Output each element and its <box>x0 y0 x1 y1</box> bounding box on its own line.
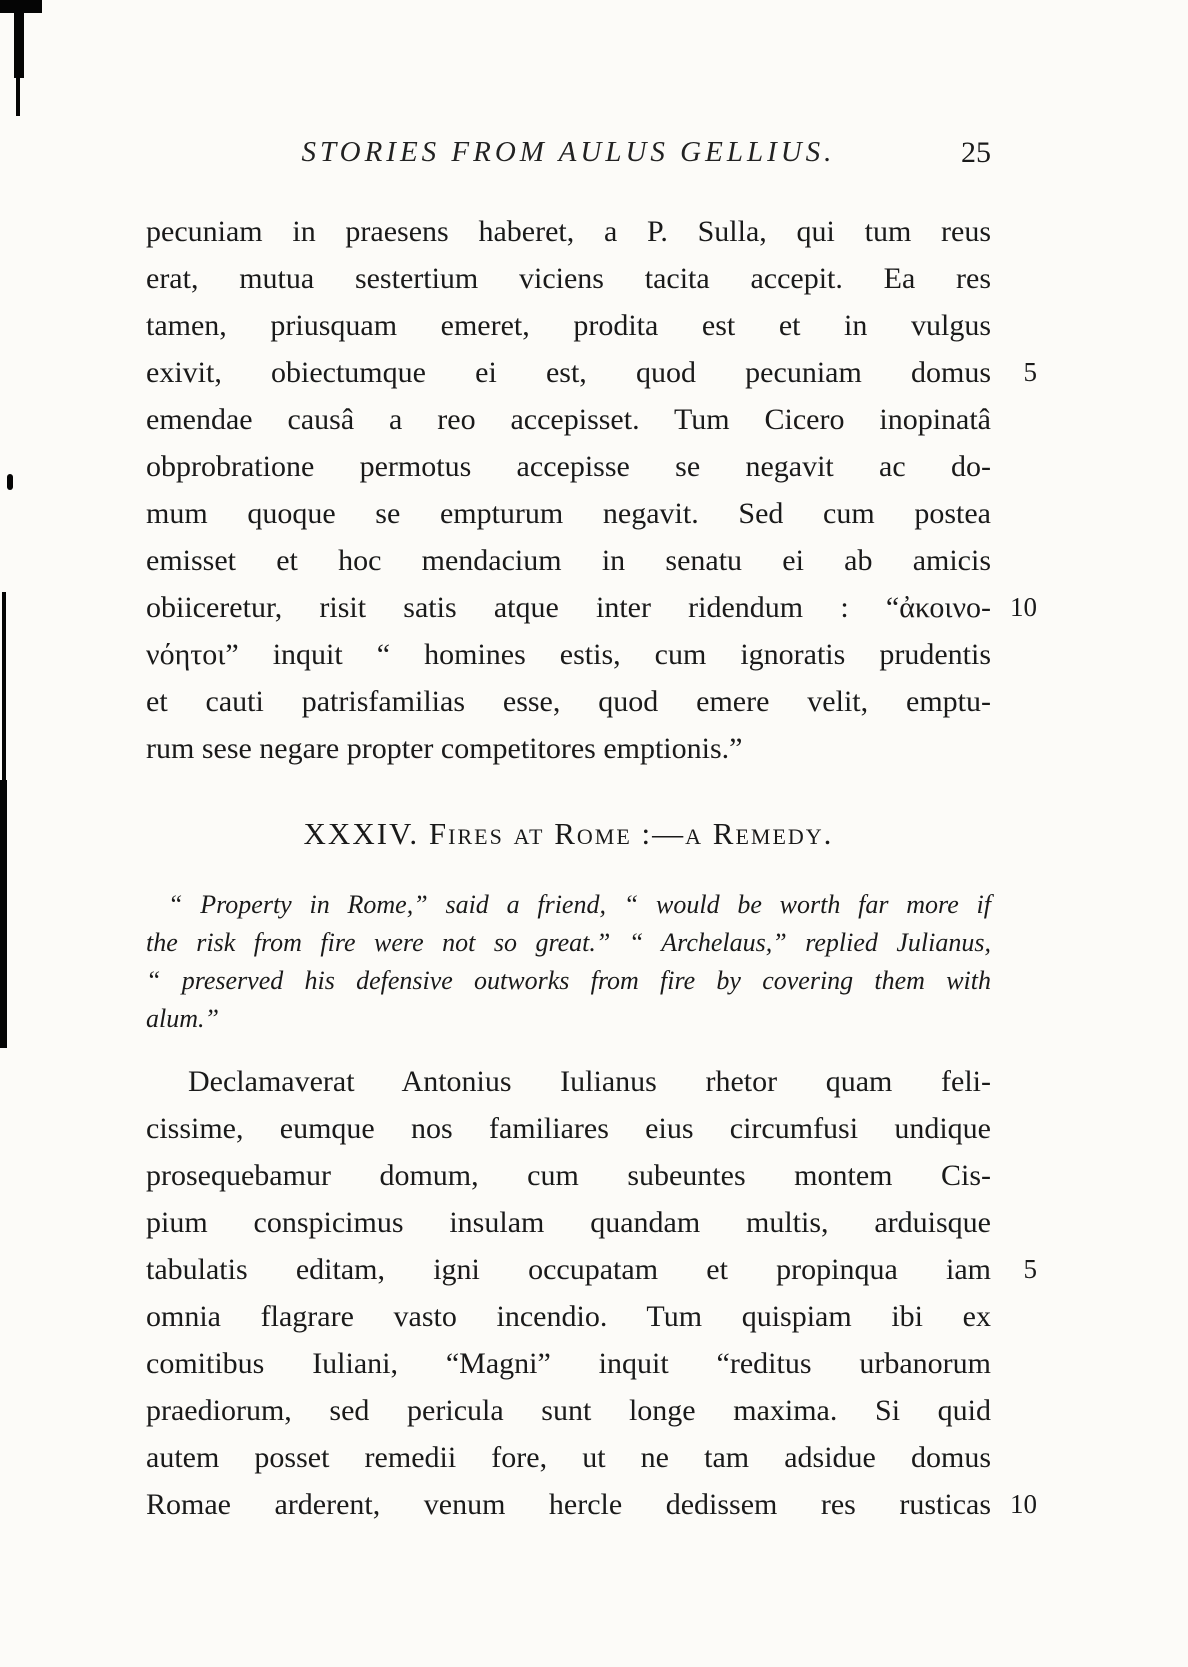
margin-line-number: 10 <box>1010 1489 1037 1519</box>
line-text: tabulatis editam, igni occupatam et propinqua iam <box>146 1253 991 1286</box>
text-line <box>146 678 991 725</box>
text-line <box>146 255 991 302</box>
scan-artifact-top-stem <box>14 0 24 78</box>
line-text: pium conspicimus insulam quandam multis, arduisque <box>146 1206 991 1239</box>
line-text: obiiceretur, risit satis atque inter ridendum : “ἀκοινο- <box>146 591 991 624</box>
intro-line <box>146 886 991 924</box>
line-text: praediorum, sed pericula sunt longe maxima. Si quid <box>146 1394 991 1427</box>
line-text: alum.” <box>146 1004 219 1033</box>
line-text: cissime, eumque nos familiares eius circumfusi undique <box>146 1112 991 1145</box>
line-text: the risk from fire were not so great.” “ Archelaus,” replied Julianus, <box>146 928 991 957</box>
text-line <box>146 1105 991 1152</box>
scan-artifact-speck <box>7 474 13 490</box>
line-text: mum quoque se empturum negavit. Sed cum postea <box>146 497 991 530</box>
line-text: et cauti patrisfamilias esse, quod emere velit, emptu- <box>146 685 991 718</box>
running-title: STORIES FROM AULUS GELLIUS. <box>301 136 836 168</box>
line-text: tamen, priusquam emeret, prodita est et in vulgus <box>146 309 991 342</box>
text-line <box>146 443 991 490</box>
line-text: νόητοι” inquit “ homines estis, cum ignoratis prudentis <box>146 638 991 671</box>
intro-line <box>146 962 991 1000</box>
text-line <box>146 584 1037 631</box>
intro-line <box>146 1000 991 1038</box>
line-text: pecuniam in praesens haberet, a P. Sulla, qui tum reus <box>146 215 991 248</box>
line-text: obprobratione permotus accepisse se negavit ac do- <box>146 450 991 483</box>
text-line <box>146 1434 991 1481</box>
scan-artifact-left-bar-thin <box>2 592 6 782</box>
text-line <box>146 1340 991 1387</box>
text-line <box>146 1058 991 1105</box>
text-line <box>146 631 991 678</box>
text-line <box>146 490 991 537</box>
line-text: prosequebamur domum, cum subeuntes montem Cis- <box>146 1159 991 1192</box>
line-text: Declamaverat Antonius Iulianus rhetor quam feli- <box>188 1065 991 1098</box>
page-number: 25 <box>961 136 991 169</box>
margin-line-number: 10 <box>1010 592 1037 622</box>
section-intro <box>146 886 991 1038</box>
line-text: omnia flagrare vasto incendio. Tum quispiam ibi ex <box>146 1300 991 1333</box>
scan-artifact-top-hairline <box>16 78 20 116</box>
text-line <box>146 1199 991 1246</box>
scan-artifact-left-bar-thick <box>0 780 7 1048</box>
margin-line-number: 5 <box>1023 357 1037 387</box>
line-text: autem posset remedii fore, ut ne tam adsidue domus <box>146 1441 991 1474</box>
text-line <box>146 537 991 584</box>
latin-paragraph-2 <box>146 1058 1037 1528</box>
line-text: exivit, obiectumque ei est, quod pecuniam domus <box>146 356 991 389</box>
text-line <box>146 1246 1037 1293</box>
text-line <box>146 725 991 772</box>
text-line <box>146 1481 1037 1528</box>
line-text: “ preserved his defensive outworks from fire by covering them with <box>146 966 991 995</box>
text-line <box>146 396 991 443</box>
line-text: rum sese negare propter competitores emptionis.” <box>146 732 743 765</box>
text-line <box>146 302 991 349</box>
margin-line-number: 5 <box>1023 1254 1037 1284</box>
section-heading: XXXIV. Fires at Rome :—a Remedy. <box>303 816 834 851</box>
line-text: “ Property in Rome,” said a friend, “ would be worth far more if <box>168 890 991 919</box>
line-text: comitibus Iuliani, “Magni” inquit “reditus urbanorum <box>146 1347 991 1380</box>
latin-paragraph-1 <box>146 208 1037 772</box>
text-line <box>146 1152 991 1199</box>
line-text: Romae arderent, venum hercle dedissem res rusticas <box>146 1488 991 1521</box>
line-text: erat, mutua sestertium viciens tacita accepit. Ea res <box>146 262 991 295</box>
line-text: emisset et hoc mendacium in senatu ei ab amicis <box>146 544 991 577</box>
intro-line <box>146 924 991 962</box>
line-text: emendae causâ a reo accepisset. Tum Cicero inopinatâ <box>146 403 991 436</box>
text-line <box>146 349 1037 396</box>
page-header <box>146 136 991 169</box>
text-line <box>146 1293 991 1340</box>
text-line <box>146 1387 991 1434</box>
text-line <box>146 208 991 255</box>
